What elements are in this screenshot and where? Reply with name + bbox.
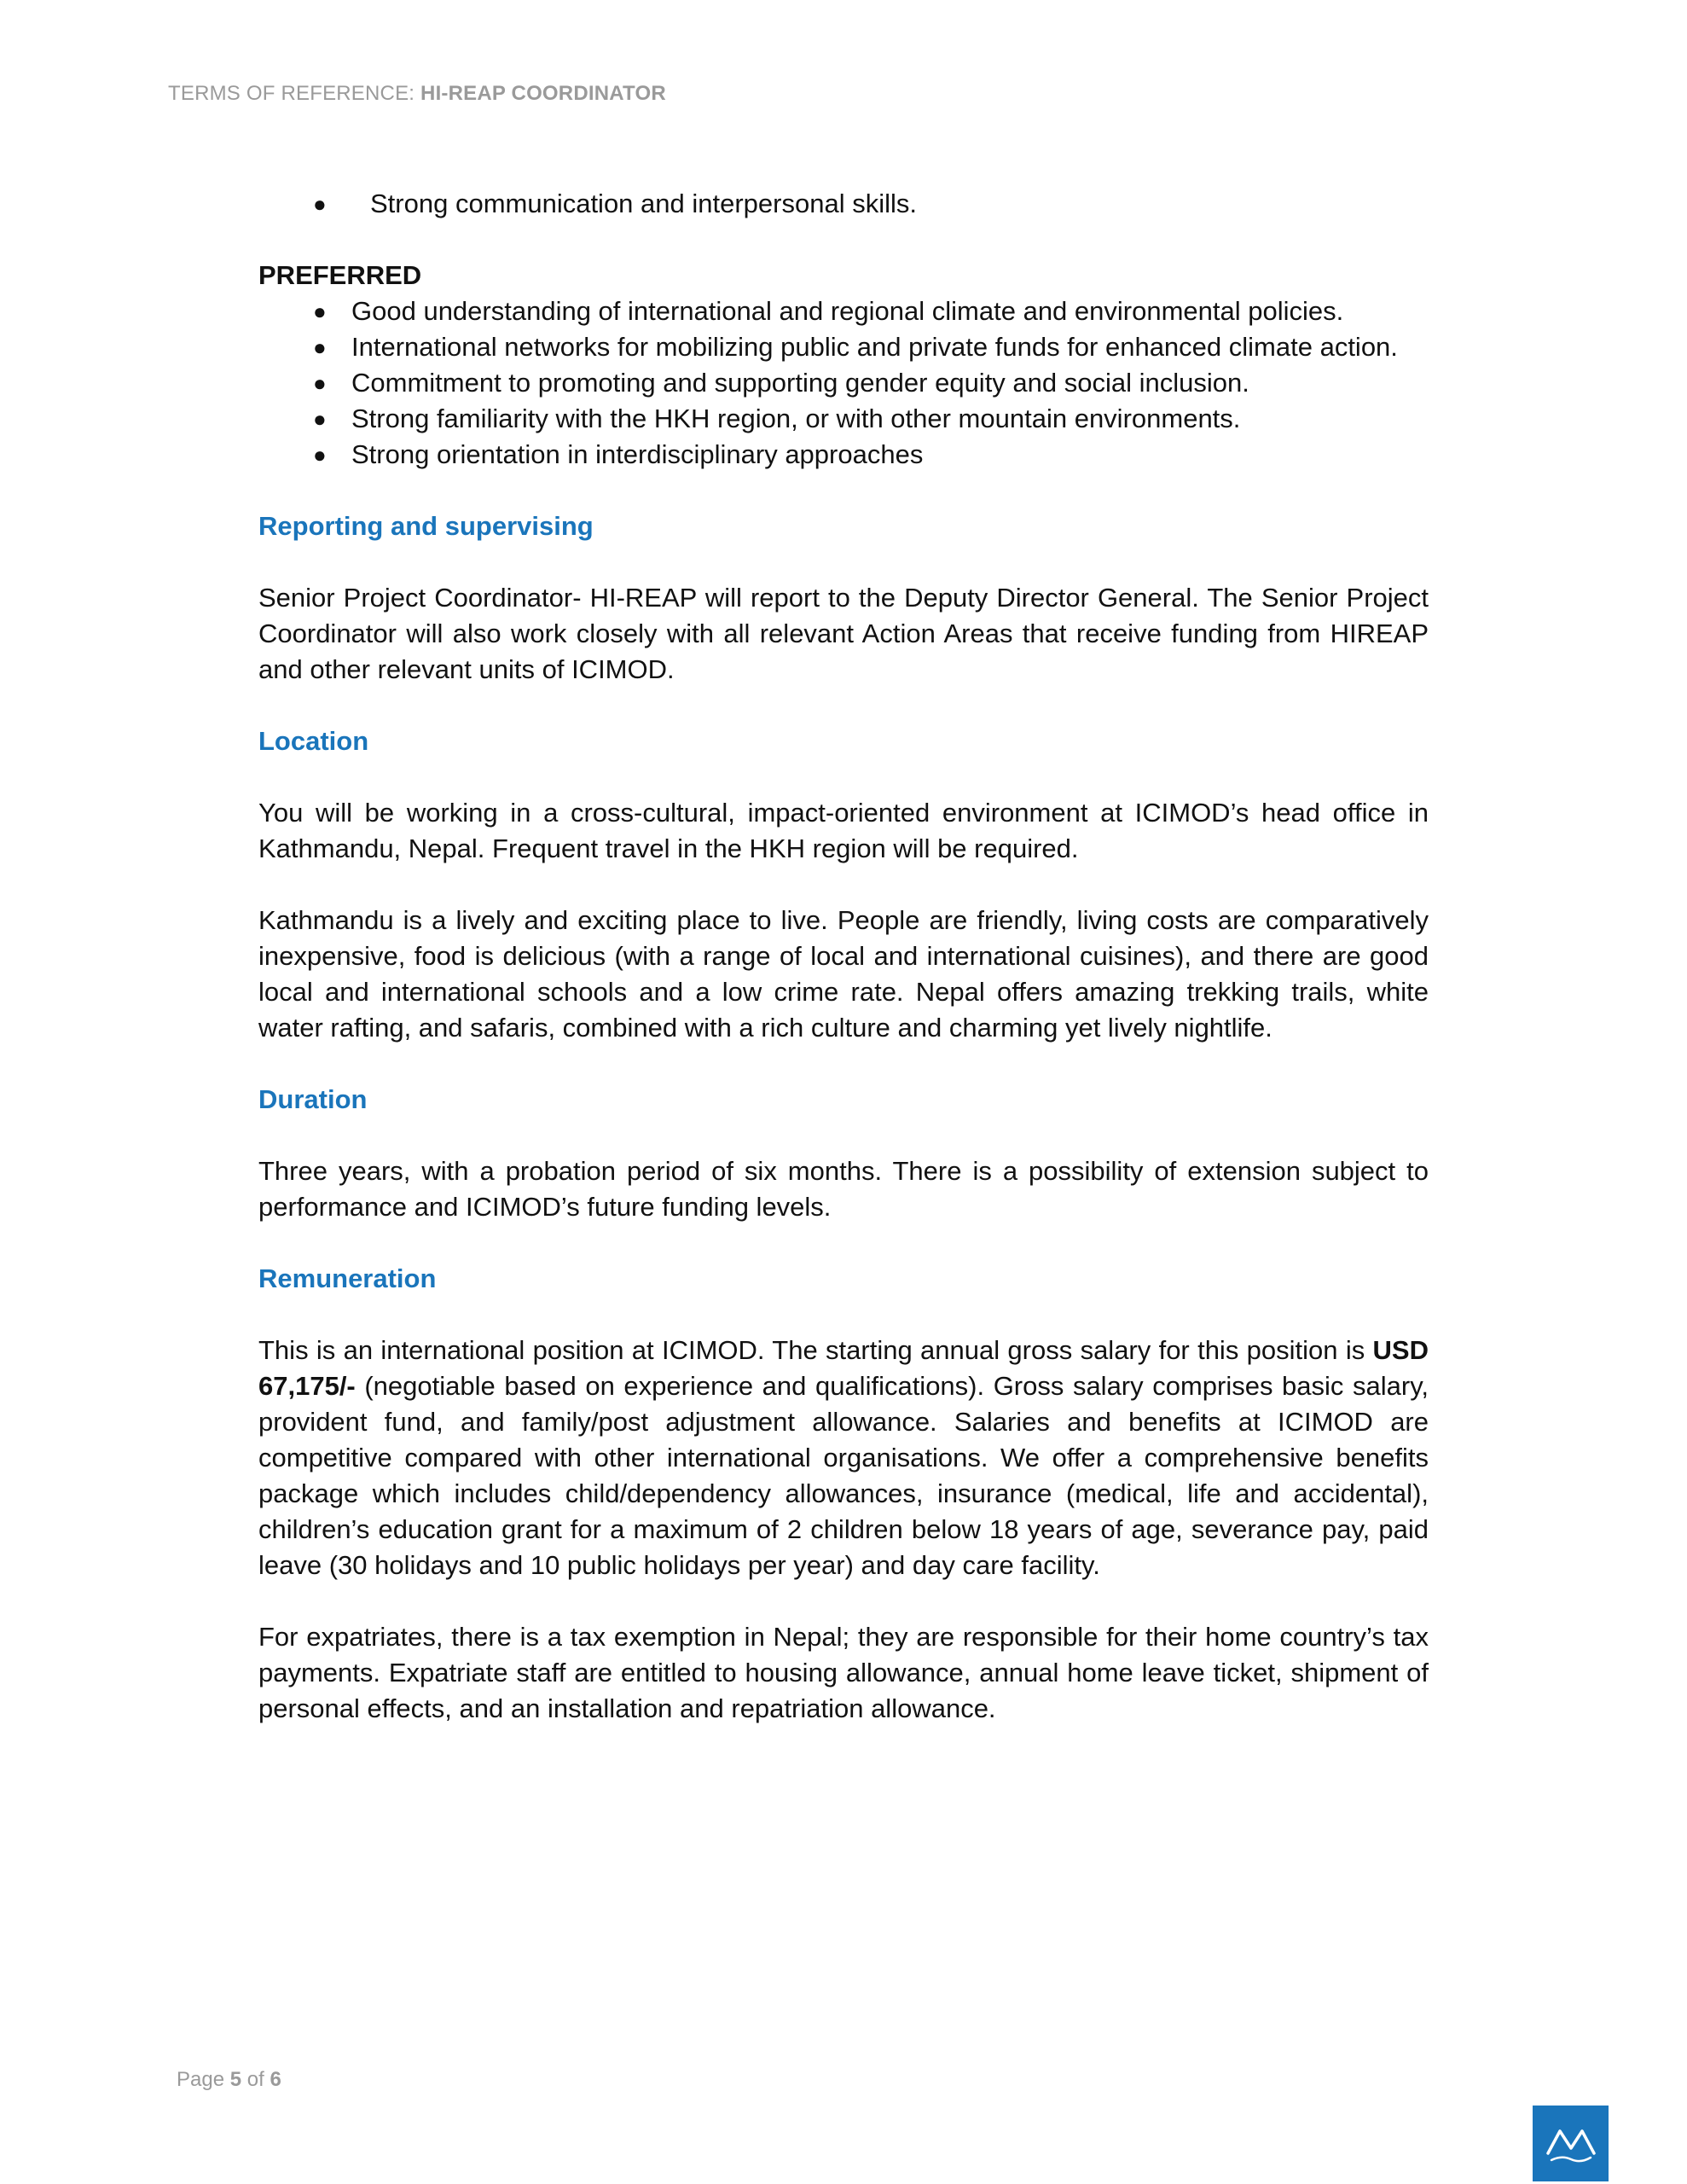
duration-heading: Duration [258,1084,368,1114]
list-item: ● Good understanding of international and regional climate and environmental policies. [258,293,1429,329]
bullet-icon: ● [313,334,327,360]
preferred-list [258,293,1429,473]
icimod-mountain-logo-icon [1533,2106,1609,2181]
bullet-icon: ● [313,406,327,432]
list-item: ● Commitment to promoting and supporting gender equity and social inclusion. [258,365,1429,401]
remuneration-heading: Remuneration [258,1263,437,1293]
remuneration-paragraph-2: For expatriates, there is a tax exemption in Nepal; they are responsible for their home country’s tax payments. Expatriate staff are entitled to housing allowance, annual home leave ticket, shipment of personal effects, and an installation and repatriation allowance. [258,1622,1429,1723]
header-prefix: TERMS OF REFERENCE: [168,82,421,105]
list-item: ● Strong familiarity with the HKH region, or with other mountain environments. [258,401,1429,437]
required-skills-list [258,186,1429,222]
list-item: ● Strong orientation in interdisciplinary approaches [258,437,1429,473]
location-paragraph-2: Kathmandu is a lively and exciting place to live. People are friendly, living costs are comparatively inexpensive, food is delicious (with a range of local and international cuisines), and there are good local and international schools and a low crime rate. Nepal offers amazing trekking trails, white water rafting, and safaris, combined with a rich culture and charming yet lively nightlife. [258,905,1429,1043]
preferred-label: PREFERRED [258,260,422,290]
list-item: ● International networks for mobilizing public and private funds for enhanced climate action. [258,329,1429,365]
header-title: HI-REAP COORDINATOR [420,82,666,105]
running-header [168,82,666,106]
remuneration-paragraph-1: This is an international position at ICIMOD. The starting annual gross salary for this position is USD 67,175/- (negotiable based on experience and qualifications). Gross salary comprises basic salary, provident fund, and family/post adjustment allowance. Salaries and benefits at ICIMOD are competitive compared with other international organisations. We offer a comprehensive benefits package which includes child/dependency allowances, insurance (medical, life and accidental), children’s education grant for a maximum of 2 children below 18 years of age, severance pay, paid leave (30 holidays and 10 public holidays per year) and day care facility. [258,1335,1429,1580]
bullet-icon: ● [313,191,327,217]
reporting-paragraph: Senior Project Coordinator- HI-REAP will report to the Deputy Director General. The Senior Project Coordinator will also work closely with all relevant Action Areas that receive funding from HIREAP and other relevant units of ICIMOD. [258,583,1429,684]
mountain-icon [1545,2123,1597,2165]
bullet-icon: ● [313,370,327,396]
salary-amount: USD 67,175/- [258,1335,1429,1401]
duration-paragraph: Three years, with a probation period of six months. There is a possibility of extension subject to performance and ICIMOD’s future funding levels. [258,1156,1429,1222]
bullet-icon: ● [313,442,327,468]
location-paragraph-1: You will be working in a cross-cultural, impact-oriented environment at ICIMOD’s head office in Kathmandu, Nepal. Frequent travel in the HKH region will be required. [258,798,1429,863]
document-body [258,186,1429,1727]
location-heading: Location [258,726,369,756]
list-item: ● Strong communication and interpersonal skills. [258,186,1429,222]
page-number: Page 5 of 6 [177,2068,281,2091]
bullet-icon: ● [313,299,327,324]
reporting-heading: Reporting and supervising [258,511,594,541]
